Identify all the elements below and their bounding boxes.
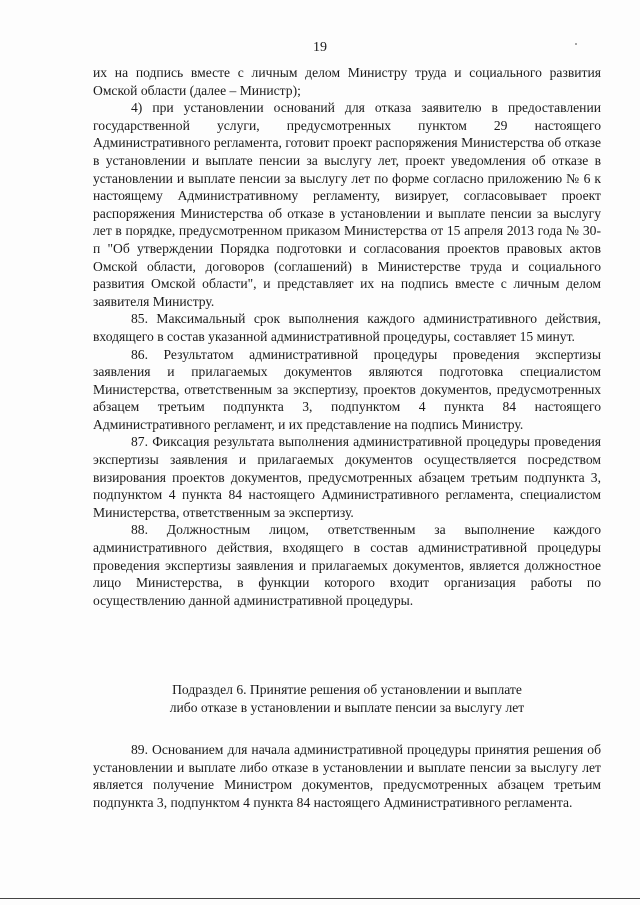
paragraph-continuation: их на подпись вместе с личным делом Министру труда и социального развития Омской области (далее – Министр);	[93, 65, 601, 98]
paragraph-87: 87. Фиксация результата выполнения административной процедуры проведения экспертизы заявления и прилагаемых документов осуществляется посредством визирования проектов документов, предусмотренных абзацем третьим подпункта 3, подпунктом 4 пункта 84 настоящего Административного регламента, специалистом Министерства, ответственным за экспертизу.	[93, 434, 601, 520]
paragraph-88: 88. Должностным лицом, ответственным за выполнение каждого административного действия, входящего в состав административной процедуры проведения экспертизы заявления и прилагаемых документов, является должностное лицо Министерства, в функции которого входит организация работы по осуществлению данной административной процедуры.	[93, 522, 601, 608]
scan-speck	[575, 43, 577, 45]
body-text	[93, 64, 601, 609]
paragraph-item-4: 4) при установлении оснований для отказа заявителю в предоставлении государственной услуги, предусмотренных пунктом 29 настоящего Административного регламента, готовит проект распоряжения Министерства об отказе в установлении и выплате пенсии за выслугу лет, проект уведомления об отказе в установлении и выплате пенсии за выслугу лет по форме согласно приложению № 6 к настоящему Административному регламенту, визирует, согласовывает проект распоряжения Министерства об отказе в установлении и выплате пенсии за выслугу лет в порядке, предусмотренном приказом Министерства от 15 апреля 2013 года № 30-п "Об утверждении Порядка подготовки и согласования проектов правовых актов Омской области, договоров (соглашений) в Министерстве труда и социального развития Омской области", и представляет их на подпись вместе с личным делом заявителя Министру.	[93, 100, 601, 309]
paragraph-86: 86. Результатом административной процедуры проведения экспертизы заявления и прилагаемых документов являются подготовка специалистом Министерства, ответственным за экспертизу, проектов документов, предусмотренных абзацем третьим подпункта 3, подпунктом 4 пункта 84 настоящего Административного регламент, и их представление на подпись Министру.	[93, 346, 601, 432]
subsection-heading-line-1: Подраздел 6. Принятие решения об установлении и выплате	[172, 682, 522, 697]
page-number: 19	[313, 40, 327, 55]
scan-bottom-edge	[0, 898, 640, 899]
paragraph-89: 89. Основанием для начала административной процедуры принятия решения об установлении и выплате либо отказе в установлении и выплате пенсии за выслугу лет является получение Министром документов, предусмотренных абзацем третьим подпункта 3, подпунктом 4 пункта 84 настоящего Административного регламента.	[93, 742, 601, 810]
subsection-heading	[93, 681, 601, 717]
tail-text	[93, 741, 601, 811]
paragraph-85: 85. Максимальный срок выполнения каждого административного действия, входящего в состав указанной административной процедуры, составляет 15 минут.	[93, 311, 601, 344]
subsection-heading-line-2: либо отказе в установлении и выплате пенсии за выслугу лет	[169, 699, 525, 715]
